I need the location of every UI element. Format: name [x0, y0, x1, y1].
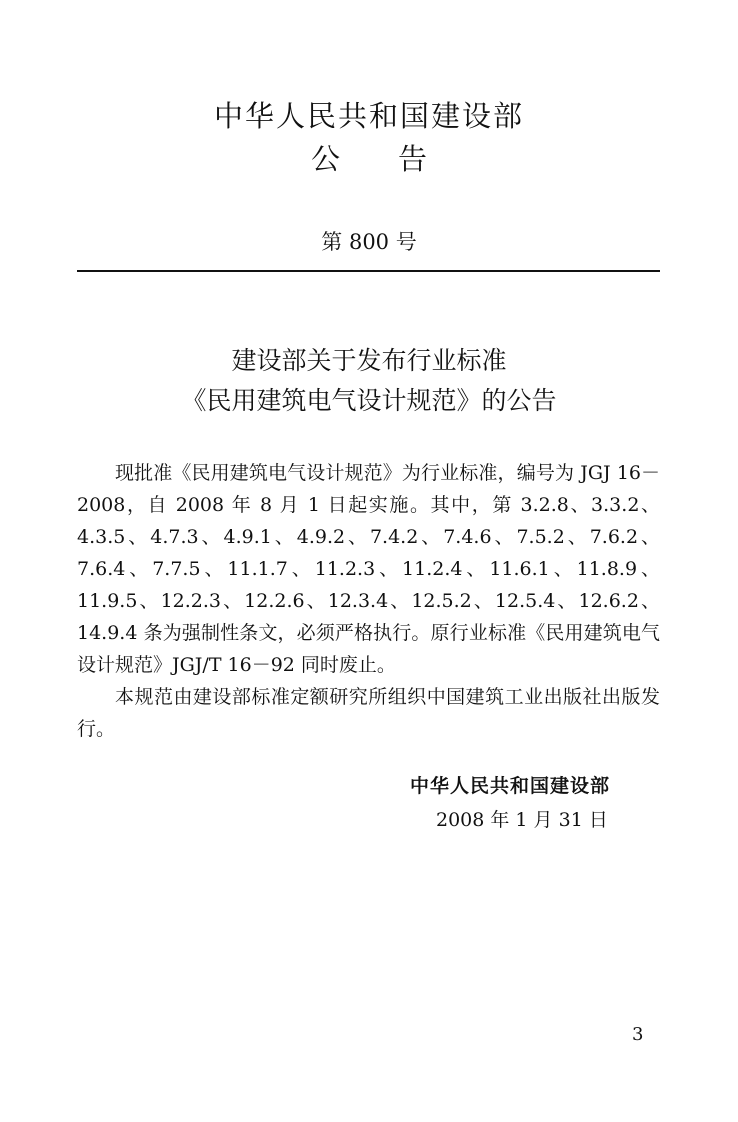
page-number: 3: [632, 1024, 644, 1045]
title-line-2: 《民用建筑电气设计规范》的公告: [181, 386, 557, 415]
title-line-1: 建设部关于发布行业标准: [231, 346, 507, 375]
body-paragraph-2: 本规范由建设部标准定额研究所组织中国建筑工业出版社出版发行。: [77, 686, 660, 740]
signature-date: 2008 年 1 月 31 日: [436, 809, 608, 831]
signature-organization: 中华人民共和国建设部: [410, 775, 611, 797]
announcement-title: [0, 341, 738, 421]
body-paragraph-1: 现批准《民用建筑电气设计规范》为行业标准，编号为 JGJ 16－2008，自 2008 年 8 月 1 日起实施。其中，第 3.2.8、3.3.2、4.3.5、4.7.3、4.9.1、4.9.2、7.4.2、7.4.6、7.5.2、7.6.2、7.6.4、7.7.5、11.1.7、11.2.3、11.2.4、11.6.1、11.8.9、11.9.5、12.2.3、12.2.6、12.3.4、12.5.2、12.5.4、12.6.2、14.9.4 条为强制性条文，必须严格执行。原行业标准《民用建筑电气设计规范》JGJ/T 16－92 同时废止。: [77, 462, 660, 676]
header-divider: [77, 270, 660, 272]
document-type: 公 告: [310, 142, 427, 176]
announcement-number: 第 800 号: [321, 230, 417, 254]
issuing-organization: 中华人民共和国建设部: [213, 99, 524, 133]
announcement-body: [77, 457, 660, 745]
signature-block: [380, 772, 650, 834]
